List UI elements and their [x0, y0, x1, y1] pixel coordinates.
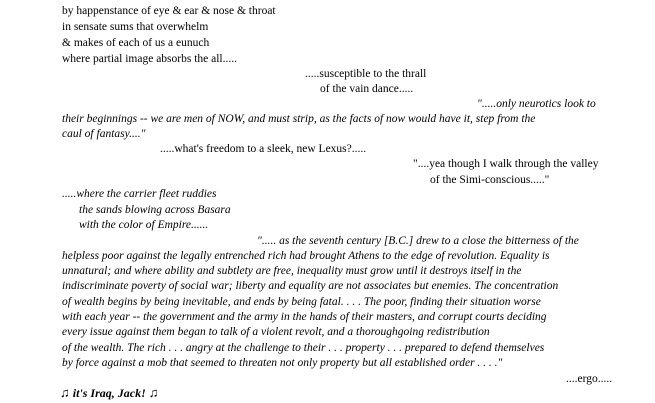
history-line-2: helpless poor against the legally entrenched rich had brought Athens to the edge of revolution. Equality is	[62, 250, 550, 262]
opening-line-1: by happenstance of eye & ear & nose & throat	[62, 5, 276, 17]
music-note-icon: ♫	[148, 385, 159, 400]
history-line-4: indiscriminate poverty of social war; liberty and equality are not associates but enemies. The concentration	[62, 280, 559, 292]
closing-line	[60, 385, 159, 401]
history-line-6: with each year -- the government and the army in the hands of their masters, and corrupt courts deciding	[62, 311, 547, 323]
thrall-line-2: of the vain dance.....	[320, 83, 414, 95]
history-line-3: unnatural; and where ability and subtlety are free, inequality must grow until it destroys itself in the	[62, 265, 522, 277]
closing-text: it's Iraq, Jack!	[72, 386, 146, 400]
history-line-1: "..... as the seventh century [B.C.] drew to a close the bitterness of the	[257, 235, 579, 247]
valley-line-1: "....yea though I walk through the valley	[413, 158, 599, 170]
history-line-8: of the wealth. The rich . . . angry at the challenge to their . . . property . . . prepared to defend themselves	[62, 342, 545, 354]
thrall-line-1: .....susceptible to the thrall	[305, 68, 427, 80]
carrier-line-3: with the color of Empire......	[79, 219, 209, 231]
valley-line-2: of the Simi-conscious....."	[430, 174, 550, 186]
opening-line-2: in sensate sums that overwhelm	[62, 21, 209, 33]
music-note-icon: ♫	[60, 385, 70, 400]
history-line-7: every issue against them began to talk of a violent revolt, and a thoroughgoing redistribution	[62, 326, 490, 338]
carrier-line-2: the sands blowing across Basara	[79, 204, 231, 216]
neurotics-line-2: their beginnings -- we are men of NOW, and must strip, as the facts of now would have it, step from the	[62, 113, 536, 125]
opening-line-4: where partial image absorbs the all.....	[62, 53, 237, 65]
carrier-line-1: .....where the carrier fleet ruddies	[62, 188, 217, 200]
lexus-line: .....what's freedom to a sleek, new Lexus?.....	[160, 143, 367, 155]
neurotics-line-1: ".....only neurotics look to	[477, 98, 596, 110]
history-line-9: by force against a mob that seemed to threaten not only property but all established order . . . ."	[62, 357, 503, 369]
history-line-5: of wealth begins by being inevitable, and ends by being fatal. . . . The poor, finding their situation worse	[62, 296, 541, 308]
neurotics-line-3: caul of fantasy...."	[62, 128, 146, 140]
opening-line-3: & makes of each of us a eunuch	[62, 37, 210, 49]
ergo-line: ....ergo.....	[566, 373, 613, 385]
